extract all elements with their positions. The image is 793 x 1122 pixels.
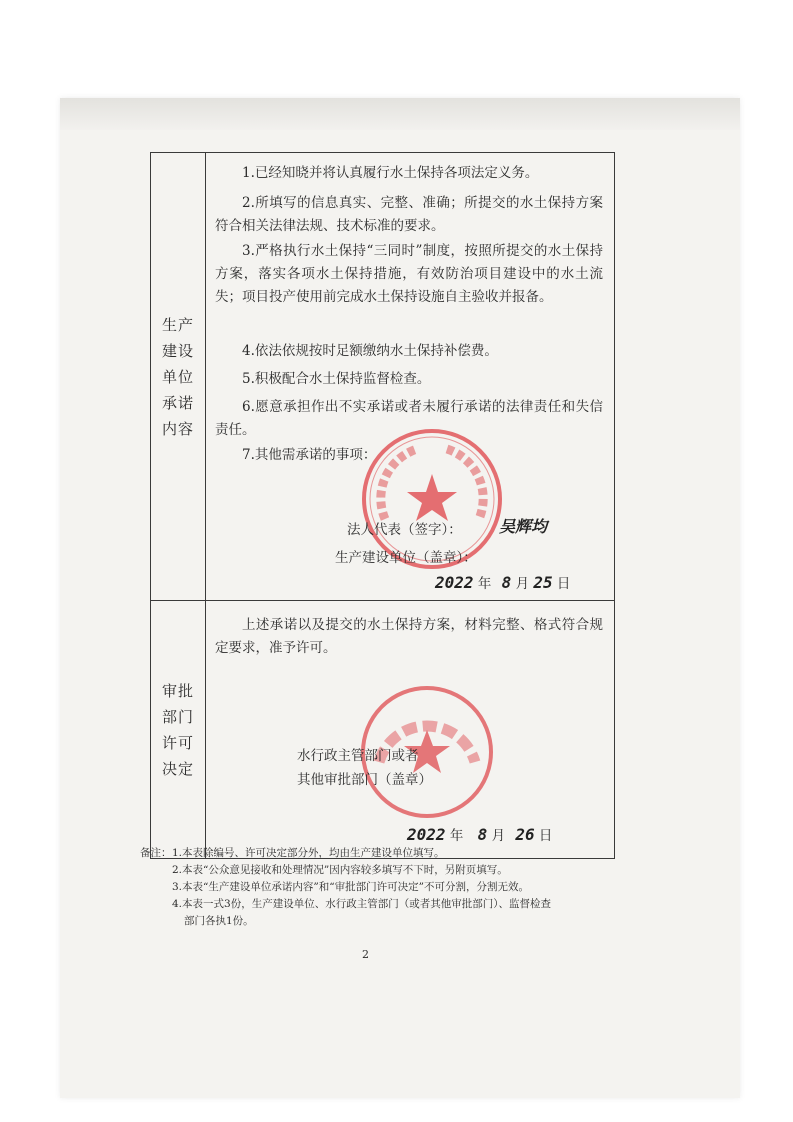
note-item-4-continued: 部门各执1份。 <box>184 915 254 927</box>
commitment-item-7: 7.其他需承诺的事项： <box>242 447 377 463</box>
approval-text: 上述承诺以及提交的水土保持方案，材料完整、格式符合规定要求，准予许可。 <box>215 617 603 656</box>
note-item-3: 3.本表“生产建设单位承诺内容”和“审批部门许可决定”不可分割，分割无效。 <box>172 881 529 893</box>
legal-rep-label: 法人代表（签字）： <box>347 522 462 538</box>
scan-shadow <box>60 98 740 130</box>
date-day-handwritten: 25 <box>533 573 553 592</box>
commitment-item-1: 1.已经知晓并将认真履行水土保持各项法定义务。 <box>242 165 539 181</box>
date-month-suffix: 月 <box>491 828 506 844</box>
note-item-4: 4.本表一式3份，生产建设单位、水行政主管部门（或者其他审批部门）、监督检查 <box>172 898 551 910</box>
date-month-handwritten: 8 <box>477 825 488 844</box>
note-item-1: 1.本表除编号、许可决定部分外，均由生产建设单位填写。 <box>172 847 445 859</box>
commitment-item-5: 5.积极配合水土保持监督检查。 <box>242 371 431 387</box>
date-year-handwritten: 2022 <box>407 825 446 844</box>
notes-prefix: 备注： <box>140 847 172 859</box>
label-line: 审批 <box>161 681 194 700</box>
commitment-form-table <box>150 152 615 859</box>
commitment-item-6: 6.愿意承担作出不实承诺或者未履行承诺的法律责任和失信责任。 <box>215 399 603 438</box>
commitment-item-4: 4.依法依规按时足额缴纳水土保持补偿费。 <box>242 343 498 359</box>
label-line: 部门 <box>161 707 194 726</box>
approval-content-cell <box>206 601 615 859</box>
label-line: 单位 <box>161 367 194 386</box>
date-day-suffix: 日 <box>556 576 571 592</box>
date-year-suffix: 年 <box>449 828 464 844</box>
section-label-commitment <box>151 153 206 601</box>
legal-rep-signature: 吴辉均 <box>499 517 548 536</box>
approval-date <box>407 824 552 844</box>
commitment-content-cell <box>206 153 615 601</box>
note-item-2: 2.本表“公众意见接收和处理情况”因内容较多填写不下时，另附页填写。 <box>172 864 508 876</box>
label-line: 承诺 <box>161 393 194 412</box>
date-day-handwritten: 26 <box>515 825 535 844</box>
section-label-approval <box>151 601 206 859</box>
label-line: 许可 <box>161 733 194 752</box>
date-month-suffix: 月 <box>515 576 530 592</box>
authority-line-2: 其他审批部门（盖章） <box>297 772 432 788</box>
date-year-handwritten: 2022 <box>435 573 474 592</box>
label-line: 生产 <box>161 315 194 334</box>
label-line: 内容 <box>161 419 194 438</box>
label-line: 建设 <box>161 341 194 360</box>
commitment-item-2: 2.所填写的信息真实、完整、准确；所提交的水土保持方案符合相关法律法规、技术标准的要求。 <box>215 195 603 234</box>
page-number: 2 <box>362 948 369 961</box>
date-month-handwritten: 8 <box>501 573 512 592</box>
authority-line-1: 水行政主管部门或者 <box>297 748 419 764</box>
date-day-suffix: 日 <box>538 828 553 844</box>
label-line: 决定 <box>161 759 194 778</box>
commitment-item-3: 3.严格执行水土保持“三同时”制度，按照所提交的水土保持方案，落实各项水土保持措施，有效防治项目建设中的水土流失；项目投产使用前完成水土保持设施自主验收并报备。 <box>215 243 603 305</box>
date-year-suffix: 年 <box>477 576 492 592</box>
production-unit-label: 生产建设单位（盖章）： <box>335 550 477 566</box>
commitment-date <box>435 572 570 592</box>
